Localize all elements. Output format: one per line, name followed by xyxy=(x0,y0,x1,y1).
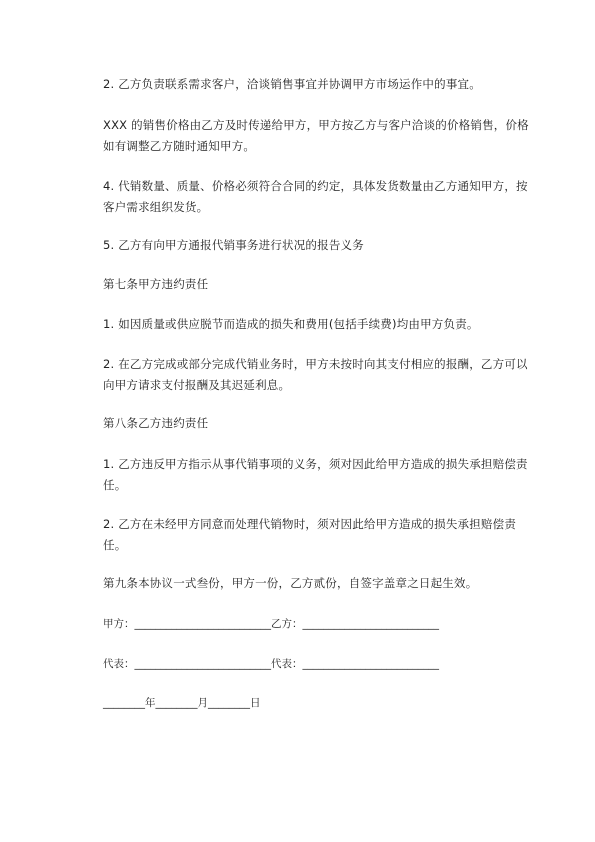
signature-representative-line: 代表：__________________________代表：__________________________ xyxy=(103,658,439,670)
clause-paragraph: 5. 乙方有向甲方通报代销事务进行状况的报告义务 xyxy=(103,238,364,252)
signature-party-line: 甲方：__________________________乙方：__________________________ xyxy=(103,618,439,630)
clause-paragraph: 2. 在乙方完成或部分完成代销业务时，甲方未按时向其支付相应的报酬，乙方可以向甲方请求支付报酬及其迟延利息。 xyxy=(103,357,528,392)
clause-paragraph: 1. 如因质量或供应脱节而造成的损失和费用(包括手续费)均由甲方负责。 xyxy=(103,317,479,331)
clause-paragraph: 2. 乙方在未经甲方同意而处理代销物时，须对因此给甲方造成的损失承担赔偿责任。 xyxy=(103,517,517,552)
clause-paragraph: 4. 代销数量、质量、价格必须符合合同的约定，具体发货数量由乙方通知甲方，按客户需求组织发货。 xyxy=(103,179,528,214)
signature-date-line: ________年________月________日 xyxy=(103,697,261,709)
clause-paragraph: 2. 乙方负责联系需求客户，洽谈销售事宜并协调甲方市场运作中的事宜。 xyxy=(103,77,481,91)
clause-paragraph: XXX 的销售价格由乙方及时传递给甲方，甲方按乙方与客户洽谈的价格销售，价格如有调整乙方随时通知甲方。 xyxy=(103,118,529,153)
section-heading: 第七条甲方违约责任 xyxy=(103,277,209,291)
section-heading: 第八条乙方违约责任 xyxy=(103,416,209,430)
clause-paragraph: 第九条本协议一式叁份，甲方一份，乙方贰份，自签字盖章之日起生效。 xyxy=(103,576,478,590)
clause-paragraph: 1. 乙方违反甲方指示从事代销事项的义务，须对因此给甲方造成的损失承担赔偿责任。 xyxy=(103,457,528,492)
